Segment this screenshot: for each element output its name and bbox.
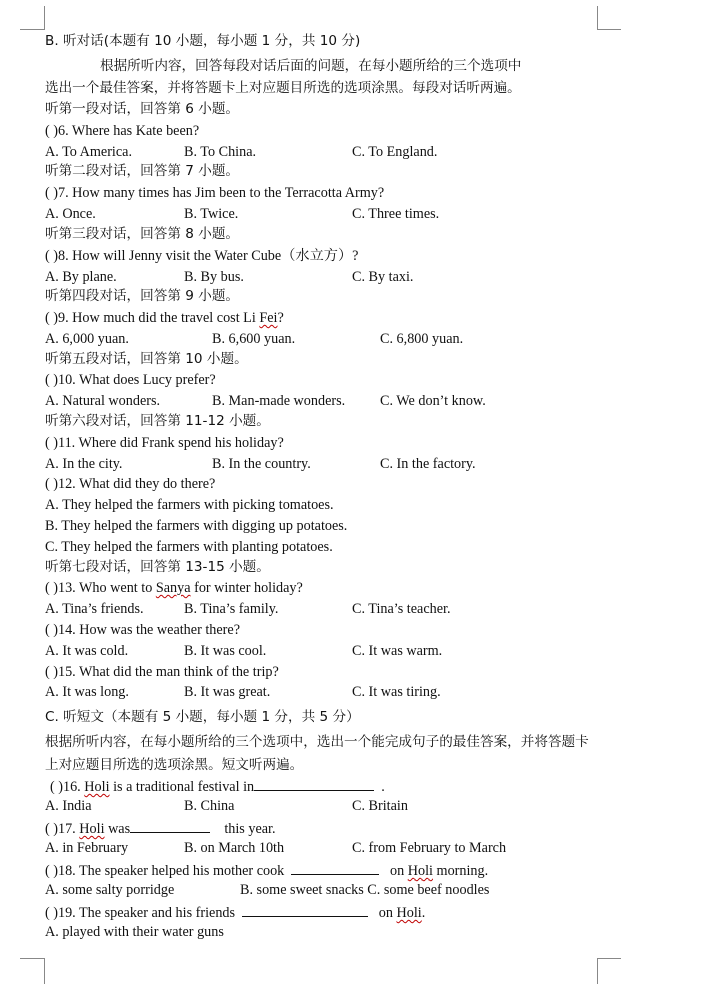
question-9-text: ( )9. How much did the travel cost Li: [45, 310, 260, 326]
crop-mark-top-left-v: [44, 6, 45, 30]
section-b-instruction-1: 根据所听内容，回答每段对话后面的问题，在每小题所给的三个选项中: [100, 58, 522, 74]
option-14c: C. It was warm.: [352, 643, 443, 659]
option-10b: B. Man-made wonders.: [212, 393, 346, 409]
question-13-place: Sanya: [155, 580, 191, 596]
question-13: [45, 579, 303, 597]
question-8: ( )8. How will Jenny visit the Water Cube（水立方）?: [45, 248, 359, 264]
crop-mark-top-right-v: [597, 6, 598, 30]
group-heading-1: 听第一段对话，回答第 6 小题。: [45, 101, 240, 117]
question-7: ( )7. How many times has Jim been to the Terracotta Army?: [45, 185, 385, 201]
option-9c: C. 6,800 yuan.: [380, 331, 464, 347]
option-7a: A. Once.: [45, 206, 96, 222]
question-18-text: ( )18. The speaker helped his mother cook: [45, 863, 285, 879]
option-6c: C. To England.: [352, 144, 438, 160]
option-8a: A. By plane.: [45, 269, 117, 285]
option-12c: C. They helped the farmers with planting potatoes.: [45, 539, 333, 555]
question-12: ( )12. What did they do there?: [45, 476, 216, 492]
answer-blank-17[interactable]: [130, 818, 210, 833]
option-15a: A. It was long.: [45, 684, 129, 700]
option-15c: C. It was tiring.: [352, 684, 441, 700]
option-9a: A. 6,000 yuan.: [45, 331, 129, 347]
answer-blank-18[interactable]: [291, 860, 379, 875]
crop-mark-bottom-left-v: [44, 958, 45, 984]
option-11a: A. In the city.: [45, 456, 123, 472]
option-19a: A. played with their water guns: [45, 924, 224, 940]
question-18: [45, 860, 488, 880]
option-17a: A. in February: [45, 840, 129, 856]
option-9b: B. 6,600 yuan.: [212, 331, 296, 347]
question-19-holi: Holi: [396, 905, 422, 921]
option-14a: A. It was cold.: [45, 643, 129, 659]
option-7c: C. Three times.: [352, 206, 440, 222]
option-13a: A. Tina’s friends.: [45, 601, 144, 617]
question-17: [45, 818, 276, 838]
question-13-text: ( )13. Who went to: [45, 580, 156, 596]
question-17-mid: was: [104, 821, 131, 837]
option-12a: A. They helped the farmers with picking tomatoes.: [45, 497, 334, 513]
crop-mark-top-right-h: [597, 29, 621, 30]
question-18-on: on: [390, 863, 408, 879]
option-11c: C. In the factory.: [380, 456, 476, 472]
question-9: [45, 309, 284, 327]
option-16c: C. Britain: [352, 798, 408, 814]
option-18bc: B. some sweet snacks C. some beef noodles: [240, 882, 490, 898]
option-12b: B. They helped the farmers with digging up potatoes.: [45, 518, 348, 534]
question-16-text: ( )16.: [50, 779, 85, 795]
option-7b: B. Twice.: [184, 206, 239, 222]
question-19-end: .: [421, 905, 426, 921]
group-heading-3: 听第三段对话，回答第 8 小题。: [45, 226, 240, 242]
question-16-holi: Holi: [84, 779, 110, 795]
question-10: ( )10. What does Lucy prefer?: [45, 372, 216, 388]
answer-blank-16[interactable]: [254, 776, 374, 791]
answer-blank-19[interactable]: [242, 902, 368, 917]
section-c-instruction-1: 根据所听内容，在每小题所给的三个选项中，选出一个能完成句子的最佳答案，并将答题卡: [45, 734, 589, 750]
option-6b: B. To China.: [184, 144, 257, 160]
option-11b: B. In the country.: [212, 456, 311, 472]
question-13-end: for winter holiday?: [190, 580, 303, 596]
crop-mark-bottom-right-v: [597, 958, 598, 984]
group-heading-4: 听第四段对话，回答第 9 小题。: [45, 288, 240, 304]
question-16-end: .: [381, 779, 385, 795]
question-15: ( )15. What did the man think of the trip?: [45, 664, 279, 680]
option-18a: A. some salty porridge: [45, 882, 175, 898]
question-11: ( )11. Where did Frank spend his holiday?: [45, 435, 284, 451]
option-14b: B. It was cool.: [184, 643, 267, 659]
question-18-holi: Holi: [407, 863, 433, 879]
option-10c: C. We don’t know.: [380, 393, 486, 409]
question-9-name: Fei: [259, 310, 278, 326]
question-19-on: on: [378, 905, 397, 921]
question-17-end: this year.: [224, 821, 276, 837]
question-19: [45, 902, 425, 922]
question-16-mid: is a traditional festival in: [109, 779, 255, 795]
option-6a: A. To America.: [45, 144, 133, 160]
question-14: ( )14. How was the weather there?: [45, 622, 240, 638]
option-17c: C. from February to March: [352, 840, 507, 856]
group-heading-6: 听第六段对话，回答第 11-12 小题。: [45, 413, 270, 429]
crop-mark-top-left-h: [20, 29, 44, 30]
option-13c: C. Tina’s teacher.: [352, 601, 451, 617]
option-13b: B. Tina’s family.: [184, 601, 279, 617]
question-18-end: morning.: [432, 863, 489, 879]
crop-mark-bottom-right-h: [597, 958, 621, 959]
question-19-text: ( )19. The speaker and his friends: [45, 905, 236, 921]
option-16a: A. India: [45, 798, 92, 814]
option-8c: C. By taxi.: [352, 269, 414, 285]
question-6: ( )6. Where has Kate been?: [45, 123, 200, 139]
crop-mark-bottom-left-h: [20, 958, 44, 959]
group-heading-2: 听第二段对话，回答第 7 小题。: [45, 163, 240, 179]
section-c-title: C. 听短文（本题有 5 小题，每小题 1 分，共 5 分）: [45, 709, 360, 725]
option-16b: B. China: [184, 798, 235, 814]
group-heading-5: 听第五段对话，回答第 10 小题。: [45, 351, 248, 367]
section-c-instruction-2: 上对应题目所选的选项涂黑。短文听两遍。: [45, 757, 304, 773]
section-b-instruction-2: 选出一个最佳答案，并将答题卡上对应题目所选的选项涂黑。每段对话听两遍。: [45, 80, 521, 96]
question-9-end: ?: [277, 310, 284, 326]
group-heading-7: 听第七段对话，回答第 13-15 小题。: [45, 559, 270, 575]
question-16: [50, 776, 385, 796]
option-17b: B. on March 10th: [184, 840, 285, 856]
option-8b: B. By bus.: [184, 269, 244, 285]
question-17-holi: Holi: [79, 821, 105, 837]
question-17-text: ( )17.: [45, 821, 80, 837]
section-b-title: B. 听对话(本题有 10 小题，每小题 1 分，共 10 分): [45, 33, 361, 49]
option-15b: B. It was great.: [184, 684, 271, 700]
option-10a: A. Natural wonders.: [45, 393, 161, 409]
